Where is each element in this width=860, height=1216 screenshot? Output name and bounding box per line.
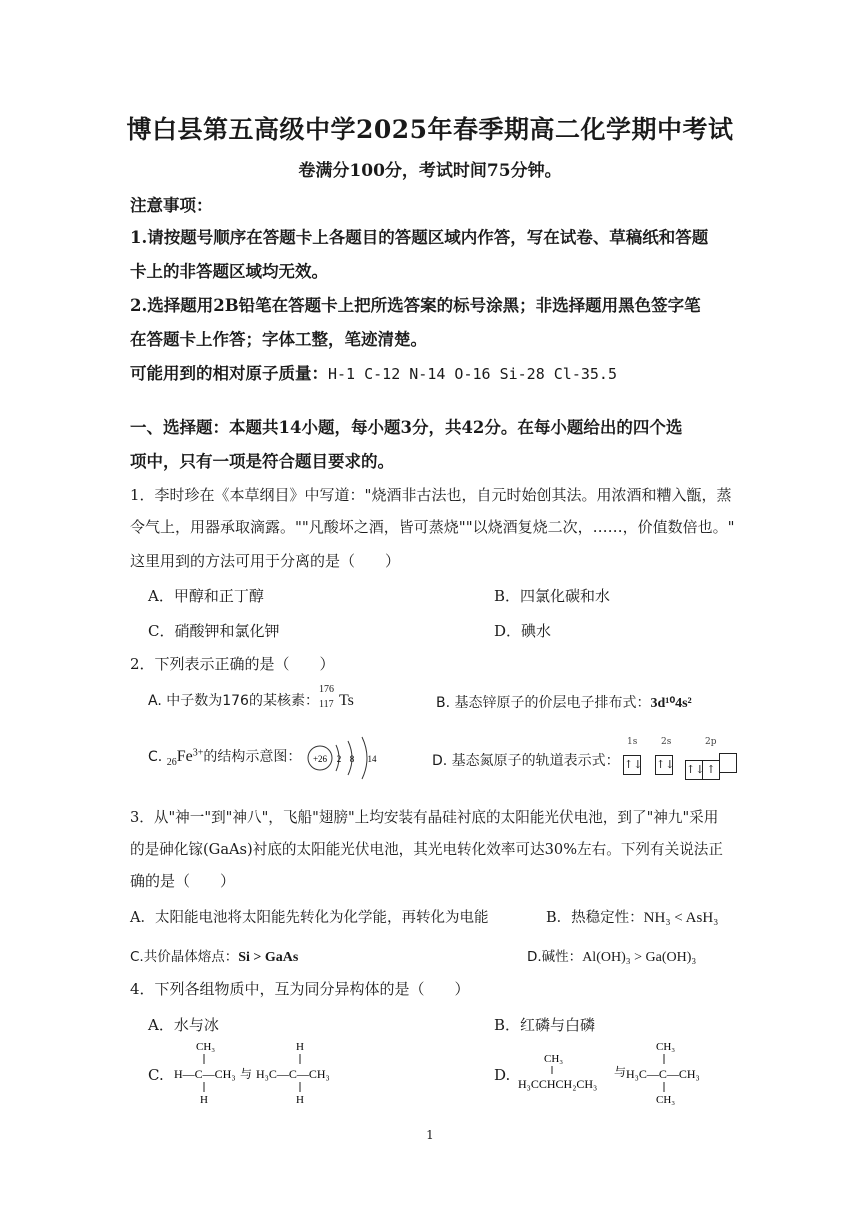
q2-b-config: 3d¹⁰4s² — [650, 696, 692, 711]
exam-title: 博白县第五高级中学2025年春季期高二化学期中考试 — [126, 115, 734, 144]
q2-c-charge: 3+ — [192, 747, 204, 759]
shell-arc-3 — [362, 737, 367, 779]
section1-line1: 一、选择题：本题共14小题，每小题3分，共42分。在每小题给出的四个选 — [130, 418, 683, 437]
q2-stem: 2．下列表示正确的是（ ） — [130, 655, 335, 673]
q3-option-c — [130, 945, 298, 966]
section1-line2: 项中，只有一项是符合题目要求的。 — [130, 452, 394, 471]
d2-bottom-group: CH₃ — [656, 1094, 676, 1106]
nucleus-charge: +26 — [312, 754, 328, 764]
orbital-label-2s: 2s — [661, 737, 672, 747]
q1-option-d: D．碘水 — [494, 622, 552, 640]
c2-main-chain: H₃C—C—CH₃ — [256, 1067, 330, 1081]
q3-c-formula: Si > GaAs — [238, 950, 299, 965]
d2-top-group: CH₃ — [656, 1041, 676, 1053]
q1-option-b: B．四氯化碳和水 — [494, 587, 611, 605]
q4-option-a: A．水与冰 — [148, 1016, 219, 1034]
q4-stem: 4．下列各组物质中，互为同分异构体的是（ ） — [130, 980, 470, 998]
c1-bottom-group: H — [200, 1094, 208, 1106]
q3-d-formula: Al(OH)₃ > Ga(OH)₃ — [582, 950, 697, 965]
shell-1-count: 2 — [336, 754, 342, 764]
q4-option-c-structures — [170, 1036, 350, 1106]
q2-option-c — [148, 746, 301, 768]
d-connector: 与 — [614, 1065, 627, 1079]
notice-item2-line1: 2.选择题用2B铅笔在答题卡上把所选答案的标号涂黑；非选择题用黑色签字笔 — [130, 296, 701, 315]
c1-top-group: CH₃ — [196, 1041, 216, 1053]
q2-c-ion: Fe — [176, 748, 193, 765]
q4-option-b: B．红磷与白磷 — [494, 1016, 596, 1034]
atomic-masses-label: 可能用到的相对原子质量： — [130, 364, 328, 383]
orbital-label-1s: 1s — [627, 737, 638, 747]
notice-item1-line2: 卡上的非答题区域均无效。 — [130, 262, 328, 281]
notice-item2-line2: 在答题卡上作答；字体工整，笔迹清楚。 — [130, 330, 427, 349]
q3-b-text: B．热稳定性： — [546, 910, 644, 926]
exam-subtitle: 卷满分100分，考试时间75分钟。 — [298, 161, 562, 181]
q3-line3: 确的是（ ） — [130, 872, 236, 890]
q2-a-nuclide-numbers — [318, 684, 339, 712]
atomic-masses — [130, 360, 617, 384]
q3-d-text: D.碱性： — [527, 949, 583, 965]
shell-3-count: 14 — [367, 754, 377, 764]
q3-option-d — [527, 945, 696, 966]
q3-c-text: C.共价晶体熔点： — [130, 949, 239, 965]
notice-item1-line1: 1.请按题号顺序在答题卡上各题目的答题区域内作答，写在试卷、草稿纸和答题 — [130, 228, 709, 247]
q2-d-text: D. 基态氮原子的轨道表示式： — [432, 753, 620, 769]
q2-c-label: C. — [148, 749, 167, 765]
q4-option-c-label: C. — [148, 1066, 164, 1084]
q2-option-d — [432, 750, 620, 770]
q1-line2: 令气上，用器承取滴露。""凡酸坏之酒，皆可蒸烧""以烧酒复烧二次，……，价值数倍也。" — [130, 518, 735, 536]
c2-top-group: H — [296, 1041, 304, 1053]
q2-option-b — [436, 692, 692, 712]
orbital-label-2p: 2p — [705, 737, 717, 747]
q1-line3: 这里用到的方法可用于分离的是（ ） — [130, 552, 401, 570]
q3-option-b — [546, 906, 718, 927]
d2-main-chain: H₃C—C—CH₃ — [626, 1067, 700, 1081]
orbital-box-2p-2: ↑ — [702, 760, 720, 780]
orbital-box-2s: ↑↓ — [655, 755, 673, 775]
q1-option-c: C．硝酸钾和氯化钾 — [148, 622, 280, 640]
c-connector: 与 — [240, 1067, 253, 1081]
shell-2-count: 8 — [349, 754, 355, 764]
d1-main-chain: H₃CCHCH₂CH₃ — [518, 1077, 598, 1091]
orbital-box-1s: ↑↓ — [623, 755, 641, 775]
atomic-masses-values: H-1 C-12 N-14 O-16 Si-28 Cl-35.5 — [328, 365, 617, 383]
q2-c-z: 26 — [166, 756, 177, 768]
page-number: 1 — [426, 1128, 434, 1142]
q3-line1: 3．从"神一"到"神八"，飞船"翅膀"上均安装有晶硅衬底的太阳能光伏电池，到了"神九"采用 — [130, 809, 719, 826]
fe-ion-structure-diagram — [306, 733, 382, 783]
q2-option-a — [148, 684, 354, 712]
q1-option-a: A．甲醇和正丁醇 — [148, 587, 264, 605]
q1-line1: 1．李时珍在《本草纲目》中写道："烧酒非古法也，自元时始创其法。用浓酒和糟入甑，蒸 — [130, 486, 732, 504]
q3-line2: 的是砷化镓(GaAs)衬底的太阳能光伏电池，其光电转化效率可达30%左右。下列有关说法正 — [130, 841, 723, 858]
q2-b-text: B. 基态锌原子的价层电子排布式： — [436, 695, 651, 711]
q4-option-d-structures — [514, 1036, 714, 1106]
d1-top-group: CH₃ — [544, 1053, 564, 1065]
q2-a-mass: 176 — [318, 684, 334, 695]
q3-b-formula: NH₃ < AsH₃ — [643, 910, 719, 926]
orbital-box-2p-3 — [719, 753, 737, 773]
orbital-box-2p-1: ↑↓ — [685, 760, 703, 780]
q2-a-text: A. 中子数为176的某核素： — [148, 693, 319, 709]
c2-bottom-group: H — [296, 1094, 304, 1106]
notice-heading: 注意事项： — [130, 196, 213, 215]
q2-a-symbol: Ts — [338, 692, 354, 709]
q3-option-a: A．太阳能电池将太阳能先转化为化学能，再转化为电能 — [130, 910, 489, 926]
q2-a-z: 117 — [318, 699, 334, 710]
q2-c-text: 的结构示意图： — [203, 749, 302, 765]
c1-main-chain: H—C—CH₃ — [174, 1067, 236, 1081]
q4-option-d-label: D. — [494, 1066, 511, 1084]
